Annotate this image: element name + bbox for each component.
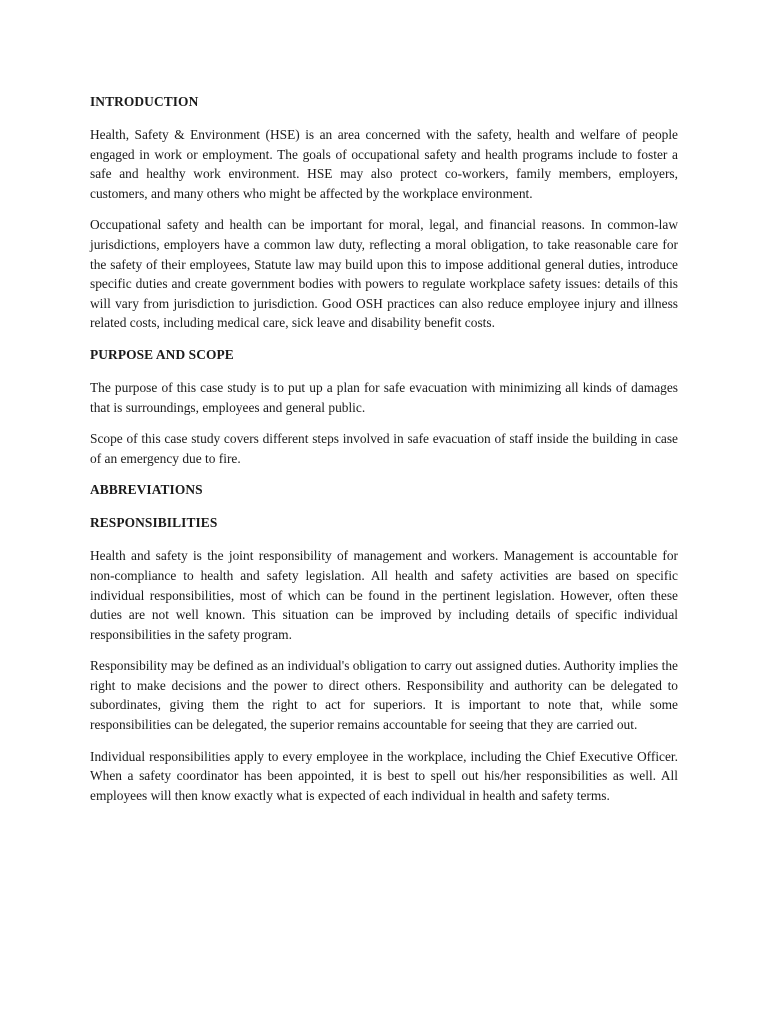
section-introduction xyxy=(90,92,678,333)
heading-introduction: INTRODUCTION xyxy=(90,94,199,109)
paragraph: Occupational safety and health can be important for moral, legal, and financial reasons. In common-law jurisdictions, employers have a common law duty, reflecting a moral obligation, to take reasonable care for the safety of their employees, Statute law may build upon this to impose additional general duties, introduce specific duties and create government bodies with powers to regulate workplace safety issues: details of this will vary from jurisdiction to jurisdiction. Good OSH practices can also reduce employee injury and illness related costs, including medical care, sick leave and disability benefit costs. xyxy=(90,217,678,331)
paragraph: Health, Safety & Environment (HSE) is an area concerned with the safety, health and welfare of people engaged in work or employment. The goals of occupational safety and health programs include to foster a safe and healthy work environment. HSE may also protect co-workers, family members, employers, customers, and many others who might be affected by the workplace environment. xyxy=(90,127,678,201)
heading-abbreviations: ABBREVIATIONS xyxy=(90,482,203,498)
section-abbreviations xyxy=(90,480,678,500)
document-page xyxy=(90,92,678,817)
paragraph: Scope of this case study covers different steps involved in safe evacuation of staff inside the building in case of an emergency due to fire. xyxy=(90,431,678,466)
paragraph: Individual responsibilities apply to every employee in the workplace, including the Chief Executive Officer. When a safety coordinator has been appointed, it is best to spell out his/her responsibilities as well. All employees will then know exactly what is expected of each individual in health and safety terms. xyxy=(90,748,678,803)
heading-responsibilities: RESPONSIBILITIES xyxy=(90,515,218,531)
heading-purpose-and-scope: PURPOSE AND SCOPE xyxy=(90,346,234,362)
section-responsibilities xyxy=(90,513,678,805)
paragraph: The purpose of this case study is to put up a plan for safe evacuation with minimizing all kinds of damages that is surroundings, employees and general public. xyxy=(90,379,678,415)
paragraph: Health and safety is the joint responsibility of management and workers. Management is accountable for non-compliance to health and safety legislation. All health and safety activities are based on specific individual responsibilities, most of which can be found in the pertinent legislation. However, often these duties are not well known. This situation can be improved by including details of specific individual responsibilities in the safety program. xyxy=(90,548,678,642)
section-purpose-and-scope xyxy=(90,345,678,468)
paragraph: Responsibility may be defined as an individual's obligation to carry out assigned duties. Authority implies the right to make decisions and the power to direct others. Responsibility and authority can be delegated to subordinates, giving them the right to act for superiors. It is important to note that, while some responsibilities can be delegated, the superior remains accountable for seeing that they are carried out. xyxy=(90,658,678,733)
